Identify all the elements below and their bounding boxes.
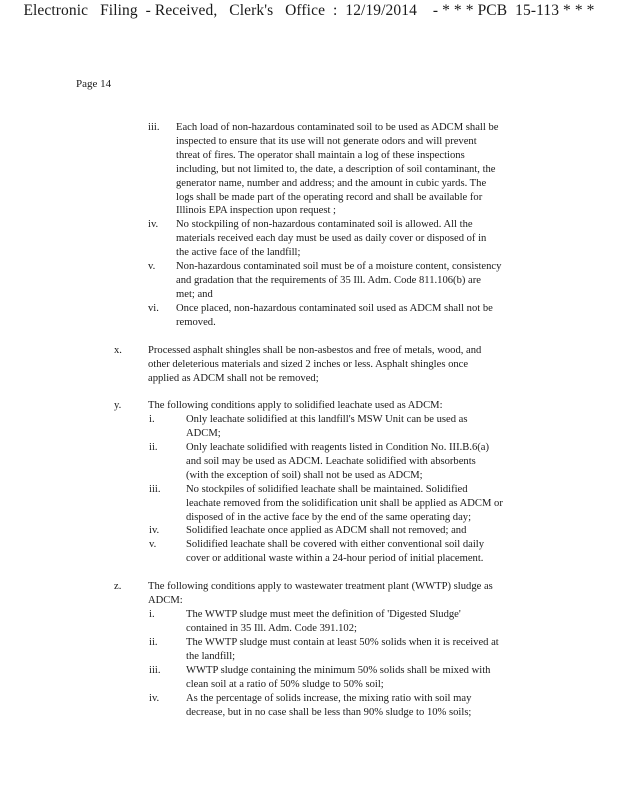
item-label: v.	[149, 539, 157, 550]
text-line: WWTP sludge containing the minimum 50% solids shall be mixed with	[186, 665, 491, 676]
text-line: The WWTP sludge must meet the definition of 'Digested Sludge'	[186, 609, 461, 620]
item-text	[176, 260, 501, 302]
text-line: The WWTP sludge must contain at least 50% solids when it is received at	[186, 637, 499, 648]
text-line: leachate removed from the solidification unit shall be applied as ADCM or	[186, 497, 503, 509]
text-line: decrease, but in no case shall be less than 90% sludge to 10% soils;	[186, 706, 472, 718]
text-line: Illinois EPA inspection upon request ;	[176, 205, 336, 217]
item-text	[186, 636, 499, 664]
text-line: materials received each day must be used as daily cover or disposed of in	[176, 232, 487, 244]
text-line: No stockpiling of non-hazardous contaminated soil is allowed. All the	[176, 219, 473, 230]
item-text	[186, 483, 503, 525]
item-label: iv.	[148, 219, 159, 230]
item-label: iii.	[149, 665, 161, 676]
text-line: The following conditions apply to wastewater treatment plant (WWTP) sludge as	[148, 581, 493, 592]
text-line: logs shall be made part of the operating record and shall be available for	[176, 191, 483, 203]
text-line: No stockpiles of solidified leachate shall be maintained. Solidified	[186, 484, 468, 495]
text-line: disposed of in the active face by the end of the same operating day;	[186, 511, 472, 523]
text-line: clean soil at a ratio of 50% sludge to 50% soil;	[186, 678, 384, 690]
text-line: ADCM;	[186, 427, 221, 439]
page-number: Page 14	[76, 78, 112, 90]
text-line: met; and	[176, 288, 213, 300]
item-text	[176, 121, 498, 218]
text-line: threat of fires. The operator shall maintain a log of these inspections	[176, 149, 465, 161]
item-text	[176, 218, 486, 260]
text-line: the landfill;	[186, 650, 236, 662]
item-label: v.	[148, 261, 156, 272]
text-line: As the percentage of solids increase, the mixing ratio with soil may	[186, 693, 472, 704]
item-text	[186, 538, 484, 566]
item-label: i.	[149, 414, 155, 425]
text-line: Only leachate solidified at this landfill's MSW Unit can be used as	[186, 414, 468, 425]
text-line: and soil may be used as ADCM. Leachate solidified with absorbents	[186, 455, 476, 467]
item-label: ii.	[149, 637, 158, 648]
item-text	[186, 608, 461, 636]
electronic-filing-header: Electronic Filing - Received, Clerk's Office : 12/19/2014 - * * * PCB 15-113 * * *	[23, 2, 595, 19]
text-line: inspected to ensure that its use will not generate odors and will prevent	[176, 135, 477, 147]
text-line: the active face of the landfill;	[176, 246, 301, 258]
item-label: iv.	[149, 693, 160, 704]
text-line: generator name, number and address; and the amount in cubic yards. The	[176, 177, 487, 189]
text-line: other deleterious materials and sized 2 inches or less. Asphalt shingles once	[148, 358, 469, 370]
item-label: x.	[114, 345, 122, 356]
item-text	[186, 441, 489, 483]
item-label: iii.	[149, 484, 161, 495]
item-text	[186, 413, 468, 441]
text-line: Solidified leachate once applied as ADCM shall not removed; and	[186, 525, 467, 536]
text-line: removed.	[176, 316, 216, 328]
item-label: i.	[149, 609, 155, 620]
item-label: z.	[114, 581, 122, 592]
text-line: Processed asphalt shingles shall be non-asbestos and free of metals, wood, and	[148, 345, 482, 356]
item-label: y.	[114, 400, 122, 411]
item-text	[186, 692, 471, 720]
text-line: applied as ADCM shall not be removed;	[148, 372, 319, 384]
text-line: Solidified leachate shall be covered with either conventional soil daily	[186, 539, 485, 550]
text-line: Non-hazardous contaminated soil must be of a moisture content, consistency	[176, 261, 502, 272]
item-text	[148, 399, 443, 413]
text-line: contained in 35 Ill. Adm. Code 391.102;	[186, 622, 357, 634]
text-line: cover or additional waste within a 24-hour period of initial placement.	[186, 552, 484, 564]
item-label: iv.	[149, 525, 160, 536]
text-line: including, but not limited to, the date, a description of soil contaminant, the	[176, 163, 496, 175]
text-line: and gradation that the requirements of 35 Ill. Adm. Code 811.106(b) are	[176, 274, 481, 286]
item-text	[176, 302, 493, 330]
text-line: ADCM:	[148, 594, 183, 606]
item-text	[186, 524, 466, 538]
item-label: iii.	[148, 122, 160, 133]
item-text	[186, 664, 490, 692]
item-label: vi.	[148, 303, 159, 314]
text-line: (with the exception of soil) shall not be used as ADCM;	[186, 469, 423, 481]
item-text	[148, 580, 493, 608]
text-line: Only leachate solidified with reagents listed in Condition No. III.B.6(a)	[186, 442, 490, 453]
item-label: ii.	[149, 442, 158, 453]
text-line: Once placed, non-hazardous contaminated soil used as ADCM shall not be	[176, 303, 493, 314]
item-text	[148, 344, 481, 386]
text-line: Each load of non-hazardous contaminated soil to be used as ADCM shall be	[176, 122, 499, 133]
text-line: The following conditions apply to solidified leachate used as ADCM:	[148, 400, 443, 411]
